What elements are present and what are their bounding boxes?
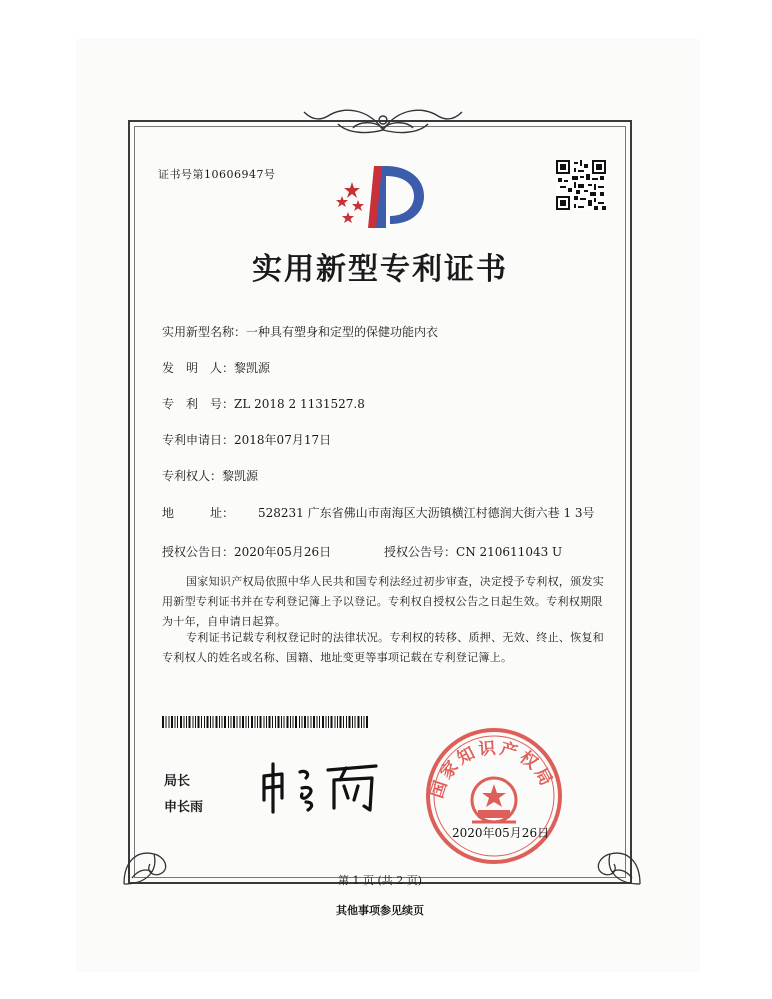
grant-paragraph: 国家知识产权局依照中华人民共和国专利法经过初步审查，决定授予专利权，颁发实用新型专利证书并在专利登记簿上予以登记。专利权自授权公告之日起生效。专利权期限为十年，自申请日起算。 [162,575,605,628]
filing-date-row [162,431,331,449]
grant-number-row [384,543,562,561]
grant-date-row [162,543,331,561]
cnipa-logo-icon [330,162,426,232]
certificate-number: 证书号第10606947号 [158,168,276,181]
patentee-value: 黎凯源 [222,469,259,483]
seal-date: 2020年05月26日 [452,826,550,840]
footer-note: 其他事项参见续页 [336,904,424,917]
patent-number-value: ZL 2018 2 1131527.8 [234,397,365,411]
director-title: 局长 [164,774,191,789]
name-value: 一种具有塑身和定型的保健功能内衣 [246,325,439,339]
grant-number-value: CN 210611043 U [456,545,563,559]
patent-number-label: 专 利 号： [162,397,235,411]
director-signature [256,758,386,818]
barcode-icon [162,716,372,728]
official-seal [424,726,564,866]
patent-number-row [162,395,365,413]
certificate-title: 实用新型专利证书 [252,252,508,287]
grant-date-label: 授权公告日： [162,545,235,559]
grant-date-value: 2020年05月26日 [234,545,332,559]
address-row [162,504,234,522]
qr-code-icon [556,160,606,210]
address-value: 528231 广东省佛山市南海区大沥镇横江村德润大街六巷 1 3号 [258,506,595,520]
filing-date-value: 2018年07月17日 [234,433,332,447]
inventor-row [162,359,270,377]
utility-model-name-row [162,323,438,341]
top-ornament [298,100,468,140]
seal-text: 国家知识产权局 [427,738,558,801]
patentee-label: 专利权人： [162,469,223,483]
grant-number-label: 授权公告号： [384,545,457,559]
name-label: 实用新型名称： [162,325,247,339]
address-label: 地 址： [162,506,235,520]
patentee-row [162,467,258,485]
legal-status-paragraph: 专利证书记载专利权登记时的法律状况。专利权的转移、质押、无效、终止、恢复和专利权人的姓名或名称、国籍、地址变更等事项记载在专利登记簿上。 [162,631,605,664]
director-name: 申长雨 [164,800,204,815]
filing-date-label: 专利申请日： [162,433,235,447]
page-number: 第 1 页 (共 2 页) [337,874,423,887]
inventor-value: 黎凯源 [234,361,271,375]
inventor-label: 发 明 人： [162,361,235,375]
